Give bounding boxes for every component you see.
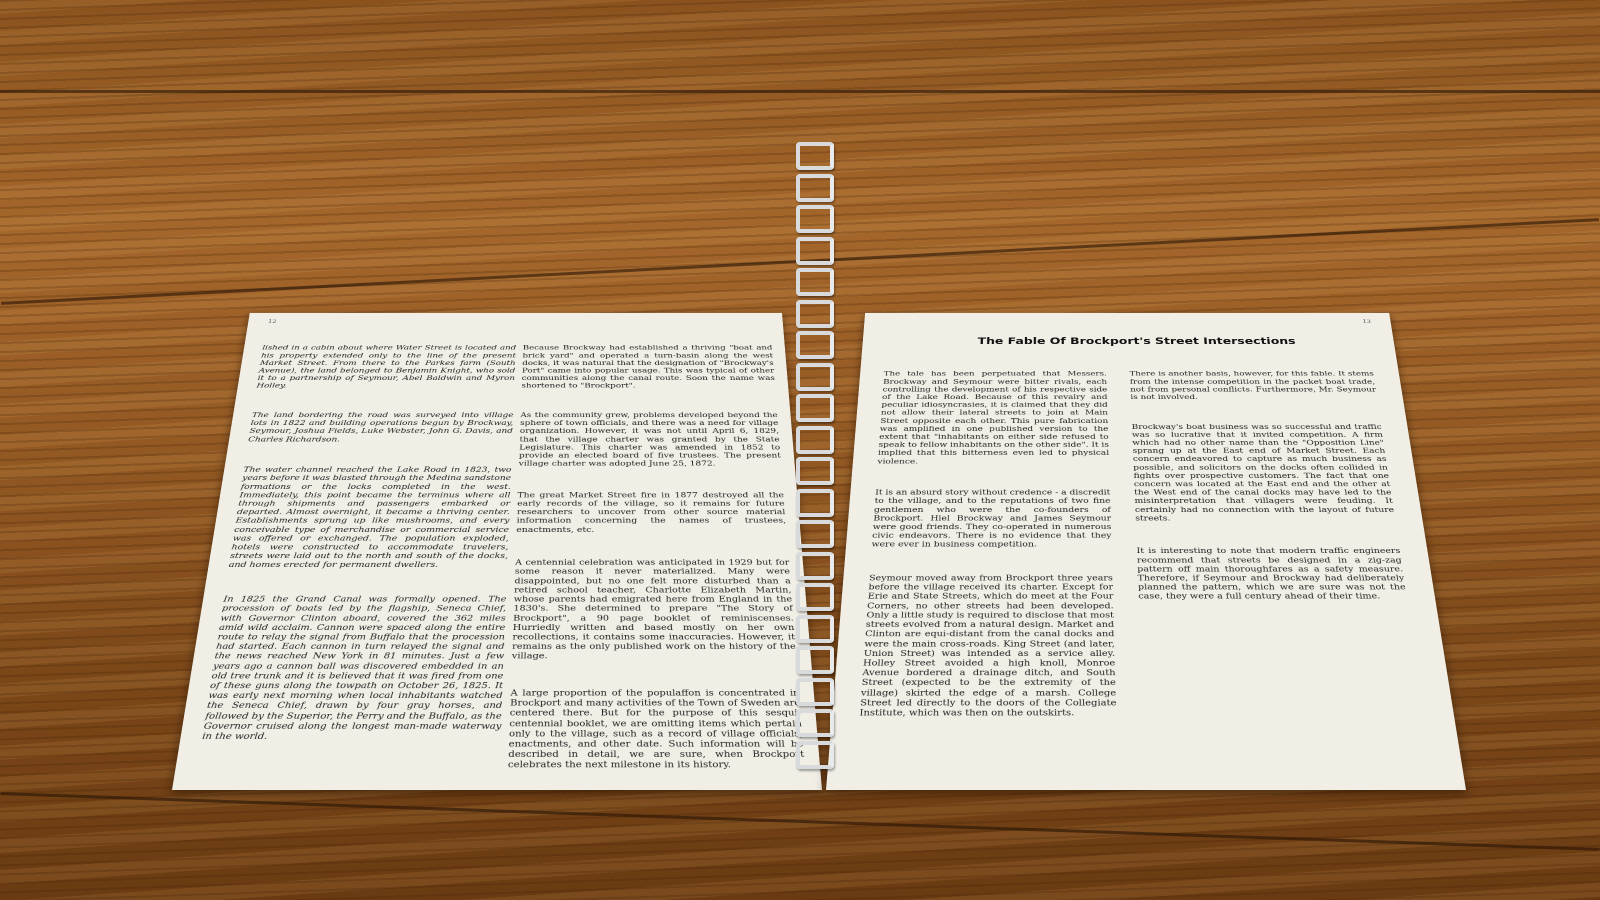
spiral-coil bbox=[796, 174, 834, 202]
spiral-coil bbox=[796, 300, 834, 328]
right-page bbox=[826, 313, 1466, 790]
paragraph: The land bordering the road was surveyed into village lots in 1822 and building operations begun by Brockway, Seymour, Joshua Fields, Luke Webster, John G. Davis, and Charles Richardson. bbox=[247, 411, 517, 444]
paragraph: lished in a cabin about where Water Street is located and his property extended only to the line of the present Market Street. From there to the Parkes farm (South Avenue), the land belonged to Benjamin Knight, who sold it to a partnership of Seymour, Abel Baldwin and Myron Holley. bbox=[255, 344, 520, 390]
right-column-2 bbox=[1129, 355, 1412, 627]
spiral-coil bbox=[796, 709, 834, 737]
paragraph: A centennial celebration was anticipated in 1929 but for some reason it never materialized. Many were disappointed, but no one felt more disturbed than a retired school teacher, Charlotte Elizabeth Martin, whose parents had emigrated here from England in the 1830's. She determined to prepare "The Story of Brockport", a 90 page booklet of reminiscenses. Hurriedly written and based mostly on her own recollections, it contains some inaccuracies. However, it remains as the only published work on the history of the village. bbox=[511, 558, 800, 661]
paragraph: A large proportion of the populaffon is concentrated in Brockport and many activities of the Town of Sweden are centered there. But for the purpose of this sesqui-centennial booklet, we are omitting items which pertain only to the village, such as a record of village officials, enactments, and other date. Such information will be described in detail, we are sure, when Brockport celebrates the next milestone in its history. bbox=[507, 688, 808, 771]
right-column-1 bbox=[857, 355, 1118, 746]
spiral-coil bbox=[796, 142, 834, 170]
spiral-coil bbox=[796, 583, 834, 611]
left-column-2 bbox=[507, 330, 808, 800]
spiral-coil bbox=[796, 741, 834, 769]
spiral-coil bbox=[796, 331, 834, 359]
page-number-right: 13 bbox=[1362, 318, 1372, 325]
spiral-coil bbox=[796, 489, 834, 517]
spiral-coil bbox=[796, 237, 834, 265]
paragraph: As the community grew, problems developed beyond the sphere of town officials, and there was a need for village organization. However, it was not until April 6, 1829, that the village charter was granted by the State Legislature. This charter was amended in 1852 to provide an elected board of five trustees. The present village charter was adopted June 25, 1872. bbox=[518, 411, 785, 468]
paragraph: The water channel reached the Lake Road in 1823, two years before it was blasted through the Medina sandstone formations or the locks completed in the west. Immediately, this point became the terminus where all through shipments and passengers embarked or departed. Almost overnight, it became a thriving center. Establishments sprung up like mushrooms, and every conceivable type of merchandise or commercial service was offered or exchanged. The population exploded, hotels were constructed to accommodate travelers, streets were laid out to the north and south of the docks, and homes erected for permanent dwellers. bbox=[228, 465, 515, 570]
spiral-coil bbox=[796, 678, 834, 706]
spiral-coil bbox=[796, 457, 834, 485]
paragraph: There is another basis, however, for this fable. It stems from the intense competition in the packet boat trade, not from personal conflicts. Furthermore, Mr. Seymour is not involved. bbox=[1129, 370, 1380, 401]
paragraph: It is an absurd story without credence - a discredit to the village, and to the reputations of two fine gentlemen who were the co-founders of Brockport. Hiel Brockway and James Seymour were good friends. They co-operated in numerous civic endeavors. There is no evidence that they were ever in business competition. bbox=[871, 488, 1115, 549]
paragraph: Brockway's boat business was so successful and traffic was so lucrative that it invited competition. A firm which had no other name than the "Opposition Line" sprang up at the East end of Market Street. Each concern endeavored to capture as much business as possible, and solicitors on the docks often collided in fights over prospective customers. The fact that one concern was located at the East end and the other at the West end of the canal docks may have led to the misinterpretation that villagers were feuding. It certainly had no connection with the layout of future streets. bbox=[1131, 422, 1398, 523]
paragraph: Seymour moved away from Brockport three years before the village received its charter. Except for Erie and State Streets, which do meet at the Four Corners, no other streets had been developed. Only a little study is required to disclose that most streets evolved from a natural design. Market and Clinton are equi-distant from the canal docks and were the main cross-roads. King Street (and later, Union Street) was intended as a service alley. Holley Street avoided a high knoll, Monroe Avenue bordered a drainage ditch, and South Street (expected to be the extremity of the village) skirted the edge of a marsh. College Street led directly to the doors of the Collegiate Institute, which was then on the outskirts. bbox=[859, 573, 1120, 718]
spiral-coil bbox=[796, 646, 834, 674]
spiral-coil bbox=[796, 363, 834, 391]
spiral-coil bbox=[796, 552, 834, 580]
spiral-coil bbox=[796, 394, 834, 422]
spiral-coil bbox=[796, 205, 834, 233]
spiral-coil bbox=[796, 268, 834, 296]
paragraph: The tale has been perpetuated that Messers. Brockway and Seymour were bitter rivals, each controlling the development of his respective side of the Lake Road. Because of this revalry and peculiar idiosyncrasies, it is claimed that they did not allow their lateral streets to join at Main Street opposite each other. This pure fabrication was amplified in one published version to the extent that "inhabitants on either side refused to speak to fellow inhabitants on the other side". It is implied that this bitterness even led to physical violence. bbox=[877, 370, 1113, 466]
left-column-1 bbox=[197, 330, 520, 771]
page-number-left: 12 bbox=[267, 318, 277, 325]
spiral-coil bbox=[796, 615, 834, 643]
paragraph: In 1825 the Grand Canal was formally opened. The procession of boats led by the flagship, Seneca Chief, with Governor Clinton aboard, covered the 362 miles amid wild acclaim. Cannon were spaced along the entire route to relay the signal from Buffalo that the procession had started. Each cannon in turn relayed the signal and the news reached New York in 81 minutes. Just a few years ago a cannon ball was discovered embedded in an old tree trunk and it is believed that it was fired from one of these guns along the towpath on October 26, 1825. It was early next morning when local inhabitants watched the Seneca Chief, drawn by four gray horses, and followed by the Superior, the Perry and the Buffalo, as the Governor cruised along the longest man-made waterway in the world. bbox=[201, 594, 510, 742]
page-title: The Fable Of Brockport's Street Intersections bbox=[977, 335, 1297, 347]
paragraph: It is interesting to note that modern traffic engineers recommend that streets be designed in a zig-zag pattern off main thoroughfares as a safety measure. Therefore, if Seymour and Brockway had deliberately planned the pattern, which we are sure was not the case, they were a full century ahead of their time. bbox=[1136, 546, 1410, 602]
left-page bbox=[172, 313, 822, 790]
spiral-coil bbox=[796, 426, 834, 454]
paragraph: The great Market Street fire in 1877 destroyed all the early records of the village, so it remains for future researchers to uncover from other source material information concerning the names of trustees, enactments, etc. bbox=[516, 490, 790, 534]
paragraph: Because Brockway had established a thriving "boat and brick yard" and operated a turn-basin along the west docks, it was natural that the designation of "Brockway's Port" came into popular usage. This was typical of other communities along the canal route. Soon the name was shortened to "Brockport". bbox=[521, 344, 778, 390]
spiral-binding bbox=[788, 138, 838, 778]
spiral-coil bbox=[796, 520, 834, 548]
